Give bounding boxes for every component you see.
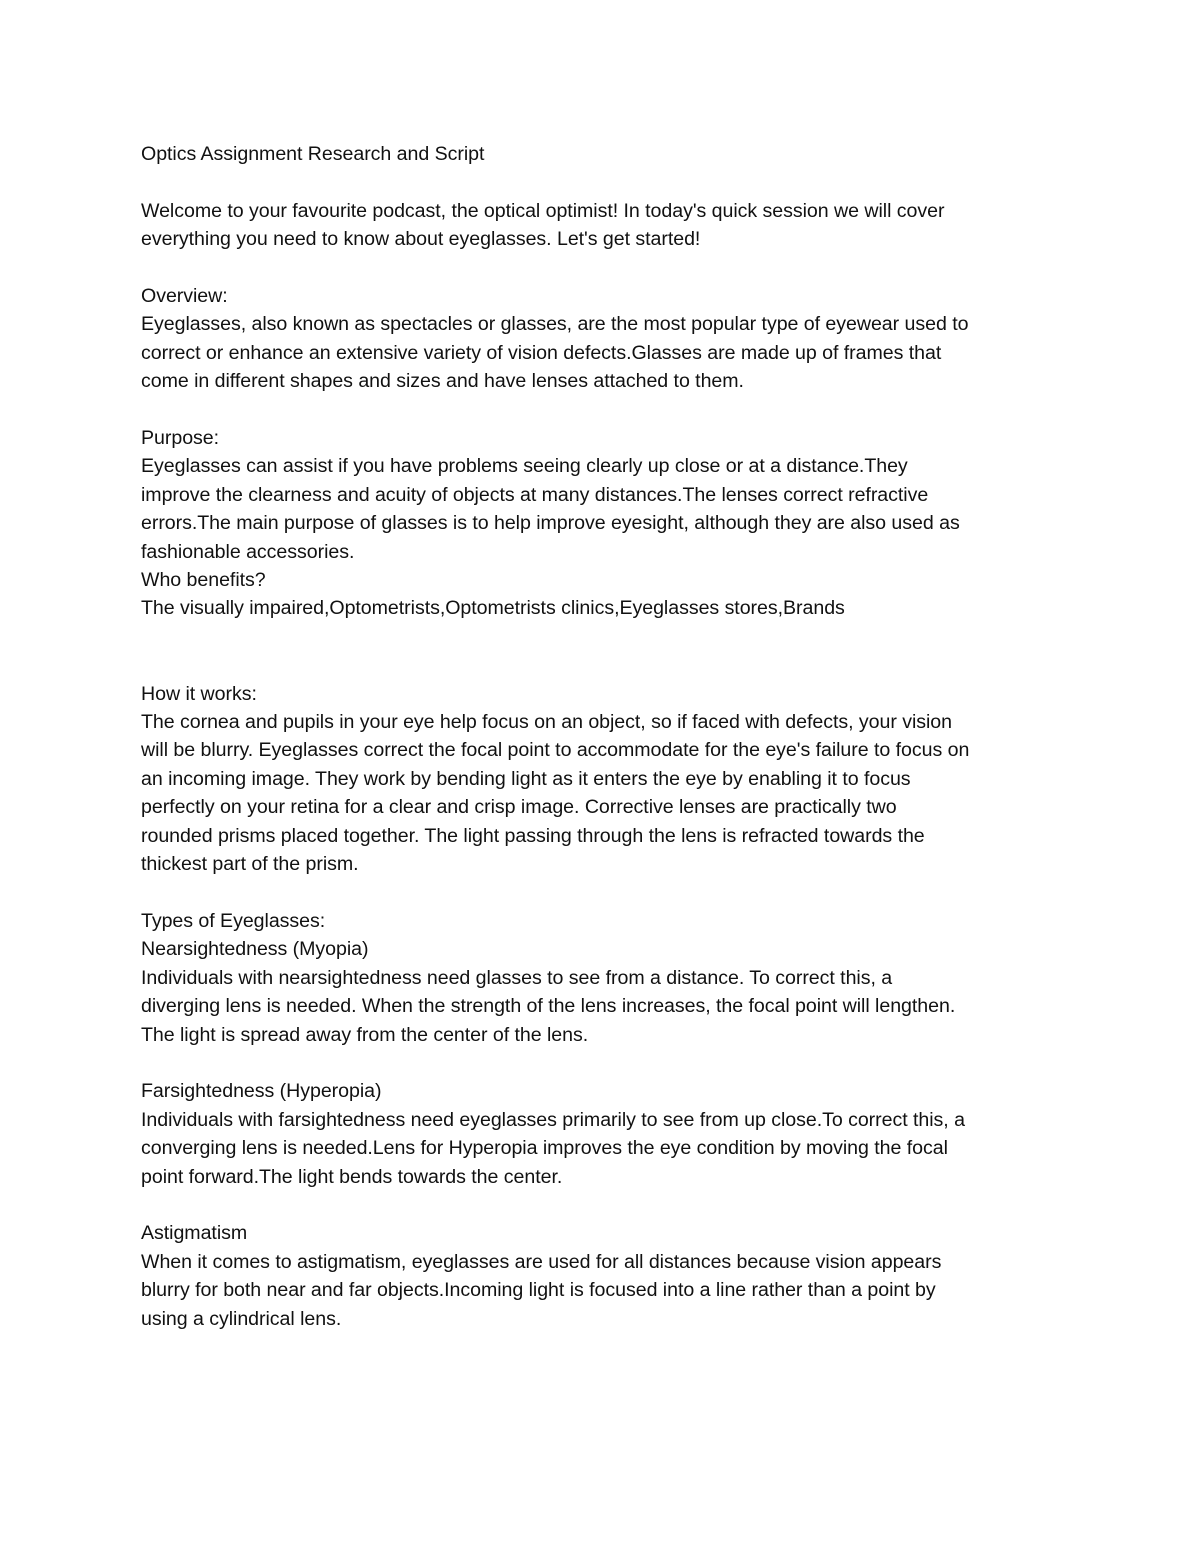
spacer [141, 623, 1071, 680]
overview-section [141, 282, 1071, 396]
hyperopia-heading: Farsightedness (Hyperopia) [141, 1080, 382, 1103]
myopia-line: diverging lens is needed. When the strength of the lens increases, the focal point will lengthen. [141, 995, 956, 1018]
myopia-line: Individuals with nearsightedness need glasses to see from a distance. To correct this, a [141, 966, 893, 989]
hyperopia-line: converging lens is needed.Lens for Hyperopia improves the eye condition by moving the focal [141, 1137, 948, 1160]
beneficiaries-line: The visually impaired,Optometrists,Optometrists clinics,Eyeglasses stores,Brands [141, 597, 845, 620]
types-section [141, 907, 1071, 1333]
how-it-works-line: will be blurry. Eyeglasses correct the focal point to accommodate for the eye's failure to focus on [141, 739, 970, 762]
hyperopia-line: Individuals with farsightedness need eyeglasses primarily to see from up close.To correct this, a [141, 1108, 965, 1131]
how-it-works-line: rounded prisms placed together. The light passing through the lens is refracted towards the [141, 824, 925, 847]
purpose-line: improve the clearness and acuity of objects at many distances.The lenses correct refractive [141, 483, 929, 506]
intro-line: everything you need to know about eyeglasses. Let's get started! [141, 228, 701, 251]
overview-line: come in different shapes and sizes and have lenses attached to them. [141, 370, 744, 393]
astigmatism-subsection [141, 1219, 1071, 1333]
intro-line: Welcome to your favourite podcast, the optical optimist! In today's quick session we will cover [141, 199, 945, 222]
purpose-line: errors.The main purpose of glasses is to help improve eyesight, although they are also used as [141, 512, 960, 535]
myopia-heading: Nearsightedness (Myopia) [141, 938, 369, 961]
purpose-section [141, 424, 1071, 566]
how-it-works-line: thickest part of the prism. [141, 853, 359, 876]
overview-line: correct or enhance an extensive variety of vision defects.Glasses are made up of frames that [141, 341, 942, 364]
astigmatism-line: using a cylindrical lens. [141, 1307, 342, 1330]
purpose-heading: Purpose: [141, 427, 220, 450]
spacer [141, 879, 1071, 907]
spacer [141, 396, 1071, 424]
how-it-works-line: The cornea and pupils in your eye help focus on an object, so if faced with defects, your vision [141, 711, 952, 734]
beneficiaries-section [141, 566, 1071, 623]
astigmatism-line: blurry for both near and far objects.Incoming light is focused into a line rather than a point by [141, 1279, 936, 1302]
how-it-works-section [141, 680, 1071, 879]
document-title: Optics Assignment Research and Script [141, 143, 485, 165]
astigmatism-heading: Astigmatism [141, 1222, 248, 1245]
spacer [141, 254, 1071, 282]
purpose-line: Eyeglasses can assist if you have problems seeing clearly up close or at a distance.They [141, 455, 908, 478]
intro-paragraph [141, 197, 1071, 254]
myopia-line: The light is spread away from the center of the lens. [141, 1023, 589, 1046]
spacer [141, 1191, 1071, 1219]
hyperopia-subsection [141, 1077, 1071, 1191]
purpose-line: fashionable accessories. [141, 540, 355, 563]
beneficiaries-heading: Who benefits? [141, 569, 266, 592]
types-heading: Types of Eyeglasses: [141, 909, 326, 932]
myopia-subsection [141, 935, 1071, 1049]
overview-heading: Overview: [141, 285, 228, 307]
overview-line: Eyeglasses, also known as spectacles or glasses, are the most popular type of eyewear used to [141, 313, 969, 336]
how-it-works-line: an incoming image. They work by bending light as it enters the eye by enabling it to focus [141, 767, 911, 790]
spacer [141, 1049, 1071, 1077]
document-body [141, 140, 1071, 1333]
spacer [141, 168, 1071, 196]
how-it-works-line: perfectly on your retina for a clear and crisp image. Corrective lenses are practically two [141, 796, 897, 819]
hyperopia-line: point forward.The light bends towards the center. [141, 1165, 563, 1188]
astigmatism-line: When it comes to astigmatism, eyeglasses are used for all distances because vision appears [141, 1250, 942, 1273]
how-it-works-heading: How it works: [141, 682, 257, 705]
